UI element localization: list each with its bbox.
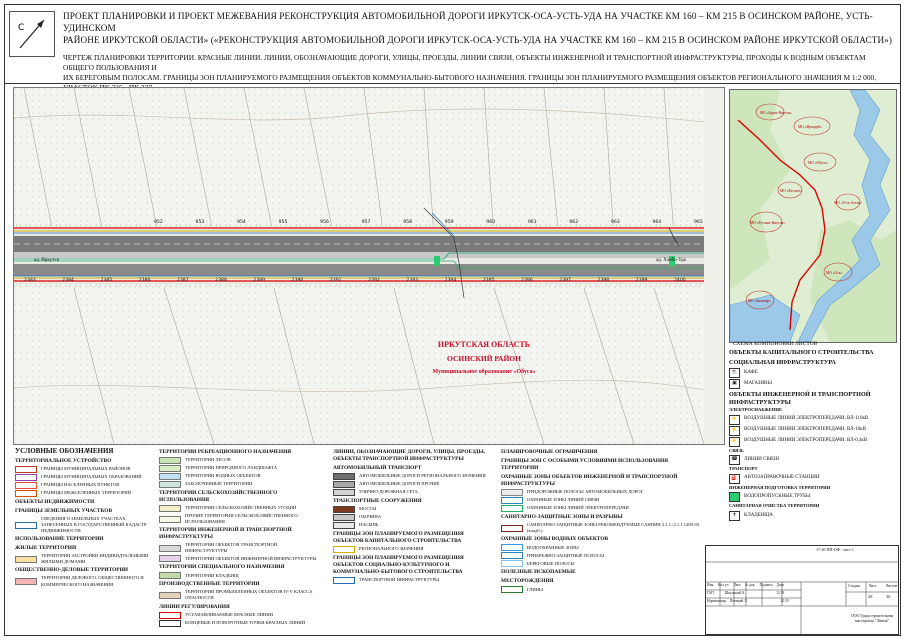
stamp-stage: Стадия bbox=[848, 584, 860, 588]
legend-swatch bbox=[501, 505, 523, 512]
main-plan-map[interactable] bbox=[13, 87, 725, 445]
legend-label: ПРИБРЕЖНО-ЗАЩИТНЫЕ ПОЛОСЫ bbox=[527, 552, 605, 558]
fuel-station-icon: ⛽ bbox=[729, 474, 740, 484]
legend-eng-heading: ОБЪЕКТЫ ИНЖЕНЕРНОЙ И ТРАНСПОРТНОЙ ИНФРАСТРУКТУРЫ bbox=[729, 391, 871, 406]
legend-label: САНИТАРНО-ЗАЩИТНЫЕ ЗОНЫ РЕКОМЕНДУЕМЫЕ САНПИН 2.2.1./2.1.1.1200-03 (кладб.) bbox=[527, 522, 700, 534]
legend-label: ГРАНИЦЫ МУНИЦИПАЛЬНЫХ РАЙОНОВ bbox=[41, 466, 131, 472]
title-stamp bbox=[705, 545, 899, 635]
legend-col-4 bbox=[501, 447, 701, 594]
legend-label: АВТОМОБИЛЬНЫЕ ДОРОГИ РЕГИОНАЛЬНОГО ЗНАЧЕНИЯ bbox=[359, 473, 486, 479]
red-line-point-label: 953 bbox=[195, 220, 205, 225]
legend-heading: ТЕРРИТОРИАЛЬНОЕ УСТРОЙСТВО bbox=[15, 458, 112, 464]
legend-item bbox=[15, 474, 155, 481]
legend-item bbox=[333, 577, 493, 584]
red-line-point-label: 2397 bbox=[559, 278, 571, 283]
inset-caption: СХЕМА КОМПОНОВКИ ЛИСТОВ bbox=[733, 341, 818, 347]
red-line-point-label: 959 bbox=[444, 220, 454, 225]
red-line-point-label: 2389 bbox=[253, 278, 266, 283]
commline-icon: ☎ bbox=[729, 455, 740, 465]
culvert-icon bbox=[729, 492, 740, 502]
legend-swatch bbox=[159, 481, 181, 488]
legend-heading: ПЛАНИРОВОЧНЫЕ ОГРАНИЧЕНИЯ bbox=[501, 449, 598, 455]
legend-label: ГЛИНЫ bbox=[527, 586, 544, 592]
stamp-sheet: Лист bbox=[868, 584, 877, 588]
legend-swatch bbox=[501, 497, 523, 504]
legend-swatch bbox=[501, 489, 523, 496]
legend-item bbox=[333, 489, 493, 496]
legend-item bbox=[15, 516, 155, 534]
svg-text:МО «Оса»: МО «Оса» bbox=[826, 271, 843, 275]
legend-label: ТЕРРИТОРИИ ОБЪЕКТОВ ТРАНСПОРТНОЙ ИНФРАСТРУКТУРЫ bbox=[185, 542, 278, 554]
legend-item bbox=[333, 473, 493, 480]
red-line-point-label: 2387 bbox=[176, 278, 189, 283]
svg-text:МО «Обуса»: МО «Обуса» bbox=[808, 161, 828, 165]
legend-label: НАСЫПЬ bbox=[359, 522, 379, 528]
powerline-04-icon: ⚡ bbox=[729, 437, 740, 447]
road-label-right: ад. Хлебо-Уда bbox=[656, 258, 686, 263]
powerline-110-icon: ⚡ bbox=[729, 415, 740, 425]
red-line-point-label: 963 bbox=[610, 220, 620, 225]
legend-swatch bbox=[333, 489, 355, 496]
legend-san-heading: САНИТАРНАЯ ОЧИСТКА ТЕРРИТОРИИ bbox=[729, 503, 820, 509]
legend-swatch bbox=[333, 522, 355, 529]
legend-heading: ИСПОЛЬЗОВАНИЕ ТЕРРИТОРИИ bbox=[15, 536, 104, 543]
legend-shops: МАГАЗИНЫ bbox=[744, 380, 772, 386]
legend-heading: ТЕРРИТОРИИ СЕЛЬСКОХОЗЯЙСТВЕННОГО ИСПОЛЬЗОВАНИЯ bbox=[159, 490, 278, 503]
legend-fuel: АВТОЗАПРАВОЧНЫЕ СТАНЦИИ bbox=[744, 475, 820, 481]
stamp-col-sign: Подпись bbox=[759, 583, 773, 587]
red-line-point-label: 957 bbox=[361, 220, 371, 225]
legend-item bbox=[501, 560, 701, 567]
legend-label: ТЕРРИТОРИИ ПРОМЫШЛЕННЫХ ОБЪЕКТОВ IV-V КЛАССА ОПАСНОСТИ bbox=[185, 589, 313, 601]
inset-map bbox=[730, 90, 896, 342]
legend-label: ТЕРРИТОРИИ ОБЪЕКТОВ ИНЖЕНЕРНОЙ ИНФРАСТРУКТУРЫ bbox=[185, 555, 317, 561]
legend-swatch bbox=[159, 473, 181, 480]
legend-item bbox=[159, 457, 319, 464]
svg-text:МО «Рассвет»: МО «Рассвет» bbox=[780, 189, 802, 193]
legend-swatch bbox=[159, 555, 181, 562]
legend-item bbox=[501, 552, 701, 559]
legend-label: ПРОЧИЕ ТЕРРИТОРИИ СЕЛЬСКОХОЗЯЙСТВЕННОГО ИСПОЛЬЗОВАНИЯ bbox=[185, 513, 298, 525]
legend-item bbox=[333, 481, 493, 488]
legend-item bbox=[333, 546, 493, 553]
legend-transport-heading: ТРАНСПОРТ bbox=[729, 466, 758, 472]
legend-label: ВОДООХРАННЫЕ ЗОНЫ bbox=[527, 544, 579, 550]
sheet-layout-scheme[interactable] bbox=[729, 89, 897, 343]
legend-swatch bbox=[159, 545, 181, 552]
legend-swatch bbox=[501, 525, 523, 532]
red-line-point-label: 958 bbox=[403, 220, 412, 225]
stamp-row-gap bbox=[707, 591, 784, 596]
stamp-col-izm: Изм. bbox=[707, 583, 715, 587]
red-line-point-label: 955 bbox=[278, 220, 288, 225]
legend-item bbox=[501, 497, 701, 504]
legend-swatch bbox=[15, 578, 37, 585]
red-line-point-label: 960 bbox=[486, 220, 496, 225]
legend-label: УСТАНАВЛИВАЕМЫЕ КРАСНЫЕ ЛИНИИ bbox=[185, 612, 273, 618]
legend-heading: ГРАНИЦЫ ЗОН С ОСОБЫМИ УСЛОВИЯМИ ИСПОЛЬЗОВАНИЯ ТЕРРИТОРИИ bbox=[501, 458, 669, 471]
legend-item bbox=[159, 465, 319, 472]
legend-heading: ТЕРРИТОРИИ ИНЖЕНЕРНОЙ И ТРАНСПОРТНОЙ ИНФРАСТРУКТУРЫ bbox=[159, 527, 292, 541]
legend-label: ТЕРРИТОРИИ ЛЕСОВ bbox=[185, 457, 231, 463]
red-line-point-label: 2398 bbox=[597, 278, 610, 283]
legend-heading: ПОЛЕЗНЫЕ ИСКОПАЕМЫЕ bbox=[501, 569, 576, 576]
stamp-col-doc: № док. bbox=[744, 583, 756, 587]
legend-label: ПРИДОРОЖНЫЕ ПОЛОСЫ АВТОМОБИЛЬНЫХ ДОРОГ bbox=[527, 489, 644, 495]
drawing-sheet bbox=[4, 4, 901, 636]
legend-label: ТРАНСПОРТНОЙ ИНФРАСТРУКТУРЫ bbox=[359, 577, 440, 583]
stamp-code: 17-20-ПП-ОФ - лист 1 bbox=[816, 547, 854, 552]
stamp-row-norm bbox=[707, 599, 789, 604]
svg-text:МО «Бильчир»: МО «Бильчир» bbox=[748, 299, 771, 303]
red-line-point-label: 956 bbox=[320, 220, 329, 225]
legend-label: ТЕРРИТОРИИ КЛАДБИЩ bbox=[185, 572, 239, 578]
legend-label: АВТОМОБИЛЬНЫЕ ДОРОГИ ПРОЧИЕ bbox=[359, 481, 440, 487]
legend-swatch bbox=[159, 465, 181, 472]
legend-swatch bbox=[15, 490, 37, 497]
legend-label: РЕГИОНАЛЬНОГО ЗНАЧЕНИЯ bbox=[359, 546, 424, 552]
legend-item bbox=[159, 589, 319, 601]
red-line-point-label: 2385 bbox=[100, 278, 113, 283]
legend-item bbox=[501, 544, 701, 551]
legend-vl110: ВОЗДУШНЫЕ ЛИНИИ ЭЛЕКТРОПЕРЕДАЧИ, ВЛ-110кВ bbox=[744, 416, 869, 422]
legend-label: ТЕРРИТОРИИ ЗАСТРОЙКИ ИНДИВИДУАЛЬНЫМИ ЖИЛЫМИ ДОМАМИ bbox=[41, 553, 149, 565]
red-line-point-label: 2394 bbox=[444, 278, 457, 283]
legend-item bbox=[159, 572, 319, 579]
stamp-date: 12.19 bbox=[776, 591, 785, 595]
stamp-col-list: Лист bbox=[733, 583, 741, 587]
stamp-col-kol: Кол.уч. bbox=[718, 583, 730, 587]
stamp-person: Потиций Л. bbox=[729, 599, 748, 603]
stamp-col-date: Дата bbox=[776, 583, 784, 587]
red-line-point-label: 965 bbox=[694, 220, 703, 225]
svg-text:МО «Усть-Алтан»: МО «Усть-Алтан» bbox=[834, 201, 862, 205]
legend-swatch bbox=[159, 457, 181, 464]
red-line-point-label: 2383 bbox=[24, 278, 36, 283]
legend-label: ТЕРРИТОРИИ СЕЛЬСКОХОЗЯЙСТВЕННЫХ УГОДИЙ bbox=[185, 505, 297, 511]
legend-label: ТЕРРИТОРИИ ПРИРОДНОГО ЛАНДШАФТА bbox=[185, 465, 278, 471]
legend-item bbox=[15, 575, 155, 587]
legend-swatch bbox=[501, 552, 523, 559]
legend-label: СВЕДЕНИЯ О ЗЕМЕЛЬНЫХ УЧАСТКАХ, ЗАНЕСЕННЫХ В ГОСУДАРСТВЕННЫЙ КАДАСТР НЕДВИЖИМОСТИ bbox=[41, 516, 147, 534]
red-line-point-label: 954 bbox=[237, 220, 246, 225]
legend-heading: ЛИНИИ, ОБОЗНАЧАЮЩИЕ ДОРОГИ, УЛИЦЫ, ПРОЕЗДЫ, ОБЪЕКТЫ ТРАНСПОРТНОЙ ИНФРАСТРУКТУРЫ bbox=[333, 449, 485, 462]
district-label: ОСИНСКИЙ РАЙОН bbox=[447, 354, 521, 363]
legend-swatch bbox=[333, 514, 355, 521]
legend-culvert: ВОДОПРОПУСКНЫЕ ТРУБЫ bbox=[744, 494, 811, 500]
red-line-point-label: 2399 bbox=[635, 278, 648, 283]
svg-text:С: С bbox=[18, 23, 25, 33]
legend-vl04: ВОЗДУШНЫЕ ЛИНИИ ЭЛЕКТРОПЕРЕДАЧИ, ВЛ-0,4кВ bbox=[744, 438, 868, 444]
legend-label: ГРАНИЦЫ МЕЖСЕЛЕННЫХ ТЕРРИТОРИЙ bbox=[41, 490, 132, 496]
legend-label: ГРАНИЦЫ НАСЕЛЕННЫХ ПУНКТОВ bbox=[41, 482, 120, 488]
legend-vl10: ВОЗДУШНЫЕ ЛИНИИ ЭЛЕКТРОПЕРЕДАЧИ, ВЛ-10кВ bbox=[744, 427, 866, 433]
legend-heading: ОБЪЕКТЫ НЕДВИЖИМОСТИ bbox=[15, 499, 95, 505]
legend-heading: ТЕРРИТОРИИ СПЕЦИАЛЬНОГО НАЗНАЧЕНИЯ bbox=[159, 564, 285, 571]
legend-label: ОХРАННЫЕ ЗОНЫ ЛИНИЙ ЭЛЕКТРОПЕРЕДАЧИ bbox=[527, 505, 629, 511]
legend-col-3 bbox=[333, 447, 493, 585]
legend-item bbox=[501, 505, 701, 512]
svg-text:МО «Русские Янгуты»: МО «Русские Янгуты» bbox=[750, 221, 786, 225]
legend-heading: САНИТАРНО-ЗАЩИТНЫЕ ЗОНЫ И РАЗРЫВЫ bbox=[501, 514, 623, 520]
north-arrow-icon bbox=[9, 11, 55, 57]
legend-heading: ЛИНИИ РЕГУЛИРОВАНИЯ bbox=[159, 603, 230, 610]
legend-heading: МЕСТОРОЖДЕНИЯ bbox=[501, 578, 554, 585]
legend-swatch bbox=[501, 586, 523, 593]
legend-swatch bbox=[15, 466, 37, 473]
stamp-sheet-no: 28 bbox=[868, 594, 873, 599]
legend-heading: АВТОМОБИЛЬНЫЙ ТРАНСПОРТ bbox=[333, 465, 422, 471]
powerline-10-icon: ⚡ bbox=[729, 426, 740, 436]
red-line-point-label: 2400 bbox=[674, 278, 686, 283]
legend-heading: ОБЩЕСТВЕННО-ДЕЛОВЫЕ ТЕРРИТОРИИ bbox=[15, 567, 128, 574]
cemetery-icon: ✝ bbox=[729, 511, 740, 521]
legend-item bbox=[333, 522, 493, 529]
legend-label: ЗАБОЛОЧЕННЫЕ ТЕРРИТОРИИ bbox=[185, 481, 253, 487]
legend-item bbox=[159, 620, 319, 627]
title-block bbox=[5, 5, 900, 84]
legend-swatch bbox=[15, 556, 37, 563]
region-label: ИРКУТСКАЯ ОБЛАСТЬ bbox=[437, 340, 531, 349]
stamp-sheet-total: 36 bbox=[886, 594, 891, 599]
red-line-point-label: 2386 bbox=[138, 278, 151, 283]
red-line-point-label: 2388 bbox=[215, 278, 227, 283]
red-line-point-label: 2391 bbox=[329, 278, 342, 283]
red-line-point-label: 964 bbox=[652, 220, 662, 225]
municipality-label: Муниципальное образование «Обуса» bbox=[432, 369, 536, 375]
legend-swatch bbox=[333, 546, 355, 553]
shop-icon: ▣ bbox=[729, 379, 740, 389]
legend-item bbox=[159, 473, 319, 480]
svg-text:МО «Ирхидей»: МО «Ирхидей» bbox=[798, 125, 822, 129]
legend-heading: ОХРАННЫЕ ЗОНЫ ВОДНЫХ ОБЪЕКТОВ bbox=[501, 536, 609, 543]
legend-item bbox=[159, 505, 319, 512]
project-title: ПРОЕКТ ПЛАНИРОВКИ И ПРОЕКТ МЕЖЕВАНИЯ РЕКОНСТРУКЦИЯ АВТОМОБИЛЬНОЙ ДОРОГИ ИРКУТСК-ОСА-УСТЬ-УДА НА УЧАСТКЕ КМ 160 – КМ 215 В ОСИНСКОМ РАЙОНЕ, УСТЬ-УДИНСКОМ РАЙОНЕ ИРКУТСКОЙ ОБЛАСТИ» («РЕКОНСТРУКЦИЯ АВТОМОБИЛЬНОЙ ДОРОГИ ИРКУТСК-ОСА-УСТЬ-УДА НА УЧАСТКЕ КМ 160 – КМ 215 В ОСИНСКОМ РАЙОНЕ ИРКУТСКОЙ ОБЛАСТИ») bbox=[63, 11, 893, 45]
svg-text:МО «Бурят-Янгуты»: МО «Бурят-Янгуты» bbox=[760, 111, 792, 115]
legend-swatch bbox=[15, 522, 37, 529]
legend-swatch bbox=[333, 473, 355, 480]
stamp-date: 12.19 bbox=[780, 599, 789, 603]
legend-item bbox=[159, 555, 319, 562]
stamp-organization: ООО Градостроительная мастерская "Линия" bbox=[850, 613, 894, 623]
red-line-point-label: 2384 bbox=[62, 278, 74, 283]
legend-swatch bbox=[333, 481, 355, 488]
legend-label: ГРАНИЦЫ МУНИЦИПАЛЬНЫХ ОБРАЗОВАНИЙ bbox=[41, 474, 142, 480]
legend-item bbox=[159, 612, 319, 619]
legend-heading: ГРАНИЦЫ ЗОН ПЛАНИРУЕМОГО РАЗМЕЩЕНИЯ ОБЪЕКТОВ КАПИТАЛЬНОГО СТРОИТЕЛЬСТВА bbox=[333, 531, 464, 544]
legend-item bbox=[15, 490, 155, 497]
legend-label: КОНЦЕВЫЕ И ПОВОРОТНЫЕ ТОЧКИ КРАСНЫХ ЛИНИЙ bbox=[185, 620, 306, 626]
legend-title: УСЛОВНЫЕ ОБОЗНАЧЕНИЯ bbox=[15, 447, 114, 455]
legend-heading: ТЕРРИТОРИИ РЕКРЕАЦИОННОГО НАЗНАЧЕНИЯ bbox=[159, 449, 292, 455]
legend-swatch bbox=[159, 612, 181, 619]
legend-swatch bbox=[15, 474, 37, 481]
legend-item bbox=[159, 481, 319, 488]
legend-swatch bbox=[333, 577, 355, 584]
legend-item bbox=[501, 522, 701, 534]
legend-col-2 bbox=[159, 447, 319, 628]
legend-item bbox=[15, 466, 155, 473]
stamp-person: Шкулький А. bbox=[724, 591, 746, 595]
legend-heading: ПРОИЗВОДСТВЕННЫЕ ТЕРРИТОРИИ bbox=[159, 581, 260, 588]
legend-item bbox=[501, 489, 701, 496]
legend-swatch bbox=[159, 620, 181, 627]
legend-label: ОБОЧИНА bbox=[359, 514, 382, 520]
legend-label: ТЕРРИТОРИИ ВОДНЫХ ОБЪЕКТОВ bbox=[185, 473, 261, 479]
legend-title-capital: ОБЪЕКТЫ КАПИТАЛЬНОГО СТРОИТЕЛЬСТВА bbox=[729, 349, 874, 356]
legend-swatch bbox=[159, 572, 181, 579]
legend-col-1 bbox=[15, 447, 155, 589]
legend-heading: ТРАНСПОРТНЫЕ СООРУЖЕНИЯ bbox=[333, 498, 422, 504]
legend-swatch bbox=[501, 560, 523, 567]
legend-swatch bbox=[15, 482, 37, 489]
drawing-subtitle: ЧЕРТЕЖ ПЛАНИРОВКИ ТЕРРИТОРИИ. КРАСНЫЕ ЛИНИИ. ЛИНИИ, ОБОЗНАЧАЮЩИЕ ДОРОГИ, УЛИЦЫ, ПРОЕЗДЫ, ЛИНИИ СВЯЗИ, ОБЪЕКТЫ ИНЖЕНЕРНОЙ И ТРАНСПОРТНОЙ ИНФРАСТРУКТУРЫ, ПРОХОДЫ К ВОДНЫМ ОБЪЕКТАМ ОБЩЕГО ПОЛЬЗОВАНИЯ И ИХ БЕРЕГОВЫМ ПОЛОСАМ. ГРАНИЦЫ ЗОН ПЛАНИРУЕМОГО РАЗМЕЩЕНИЯ ОБЪЕКТОВ КОММУНАЛЬНО-БЫТОВОГО НАЗНАЧЕНИЯ. ГРАНИЦЫ ЗОН ПЛАНИРУЕМОГО РАЗМЕЩЕНИЯ ОБЪЕКТОВ РЕГИОНАЛЬНОГО ЗНАЧЕНИЯ М 1:2 000, bbox=[63, 53, 877, 82]
legend-power-heading: ЭЛЕКТРОСНАБЖЕНИЕ bbox=[729, 407, 783, 412]
legend-social-heading: СОЦИАЛЬНАЯ ИНФРАСТРУКТУРА bbox=[729, 359, 836, 366]
legend-cafe: КАФЕ bbox=[744, 369, 758, 375]
legend-item bbox=[159, 513, 319, 525]
stamp-sheets: Листов bbox=[885, 584, 898, 588]
legend-label: ОХРАННЫЕ ЗОНЫ ЛИНИЙ СВЯЗИ bbox=[527, 497, 600, 503]
legend-swatch bbox=[159, 592, 181, 599]
legend-area bbox=[13, 447, 723, 633]
cafe-icon: ☕ bbox=[729, 368, 740, 378]
legend-heading: ОХРАННЫЕ ЗОНЫ ОБЪЕКТОВ ИНЖЕНЕРНОЙ И ТРАНСПОРТНОЙ ИНФРАСТРУКТУРЫ bbox=[501, 474, 678, 487]
legend-item bbox=[15, 482, 155, 489]
red-line-point-label: 2392 bbox=[368, 278, 380, 283]
legend-commline: ЛИНИИ СВЯЗИ bbox=[744, 456, 779, 462]
legend-label: ТЕРРИТОРИИ ДЕЛОВОГО, ОБЩЕСТВЕННОГО И КОММЕРЧЕСКОГО НАЗНАЧЕНИЯ bbox=[41, 575, 144, 587]
legend-swatch bbox=[159, 505, 181, 512]
stamp-role: ГАП bbox=[707, 591, 714, 595]
stamp-stage-head bbox=[848, 584, 897, 589]
red-line-point-label: 952 bbox=[154, 220, 163, 225]
legend-swatch bbox=[159, 516, 181, 523]
legend-label: МОСТЫ bbox=[359, 506, 377, 512]
legend-comm-heading: СВЯЗЬ bbox=[729, 447, 744, 453]
stamp-header-row bbox=[707, 583, 784, 588]
legend-item bbox=[333, 506, 493, 513]
legend-heading: ГРАНИЦЫ ЗЕМЕЛЬНЫХ УЧАСТКОВ bbox=[15, 508, 113, 514]
legend-prep-heading: ИНЖЕНЕРНАЯ ПОДГОТОВКА ТЕРРИТОРИИ bbox=[729, 484, 831, 490]
red-line-point-label: 962 bbox=[569, 220, 579, 225]
legend-label: БЕРЕГОВЫЕ ПОЛОСЫ bbox=[527, 560, 575, 566]
road-label-left: ад. Иркутск bbox=[34, 258, 60, 263]
legend-heading: ГРАНИЦЫ ЗОН ПЛАНИРУЕМОГО РАЗМЕЩЕНИЯ ОБЪЕКТОВ СОЦИАЛЬНО-КУЛЬТУРНОГО И КОММУНАЛЬНО-БЫТОВОГО СТРОИТЕЛЬСТВА bbox=[333, 555, 464, 575]
legend-item bbox=[501, 586, 701, 593]
red-line-point-label: 2396 bbox=[521, 278, 533, 283]
capital-objects-legend bbox=[729, 347, 897, 522]
legend-label: УЛИЧНО-ДОРОЖНАЯ СЕТЬ bbox=[359, 489, 418, 495]
legend-swatch bbox=[333, 506, 355, 513]
legend-cemetery: КЛАДБИЩА bbox=[744, 512, 773, 518]
legend-item bbox=[159, 542, 319, 554]
plan-drawing bbox=[14, 88, 724, 444]
stamp-role: Нормоконтр. bbox=[707, 599, 727, 603]
red-line-point-label: 2393 bbox=[406, 278, 419, 283]
legend-heading: ЖИЛЫЕ ТЕРРИТОРИИ bbox=[15, 545, 77, 552]
red-line-point-label: 2395 bbox=[482, 278, 495, 283]
legend-item bbox=[333, 514, 493, 521]
red-line-point-label: 2390 bbox=[291, 278, 304, 283]
legend-item bbox=[15, 553, 155, 565]
legend-swatch bbox=[501, 544, 523, 551]
red-line-point-label: 961 bbox=[527, 220, 537, 225]
